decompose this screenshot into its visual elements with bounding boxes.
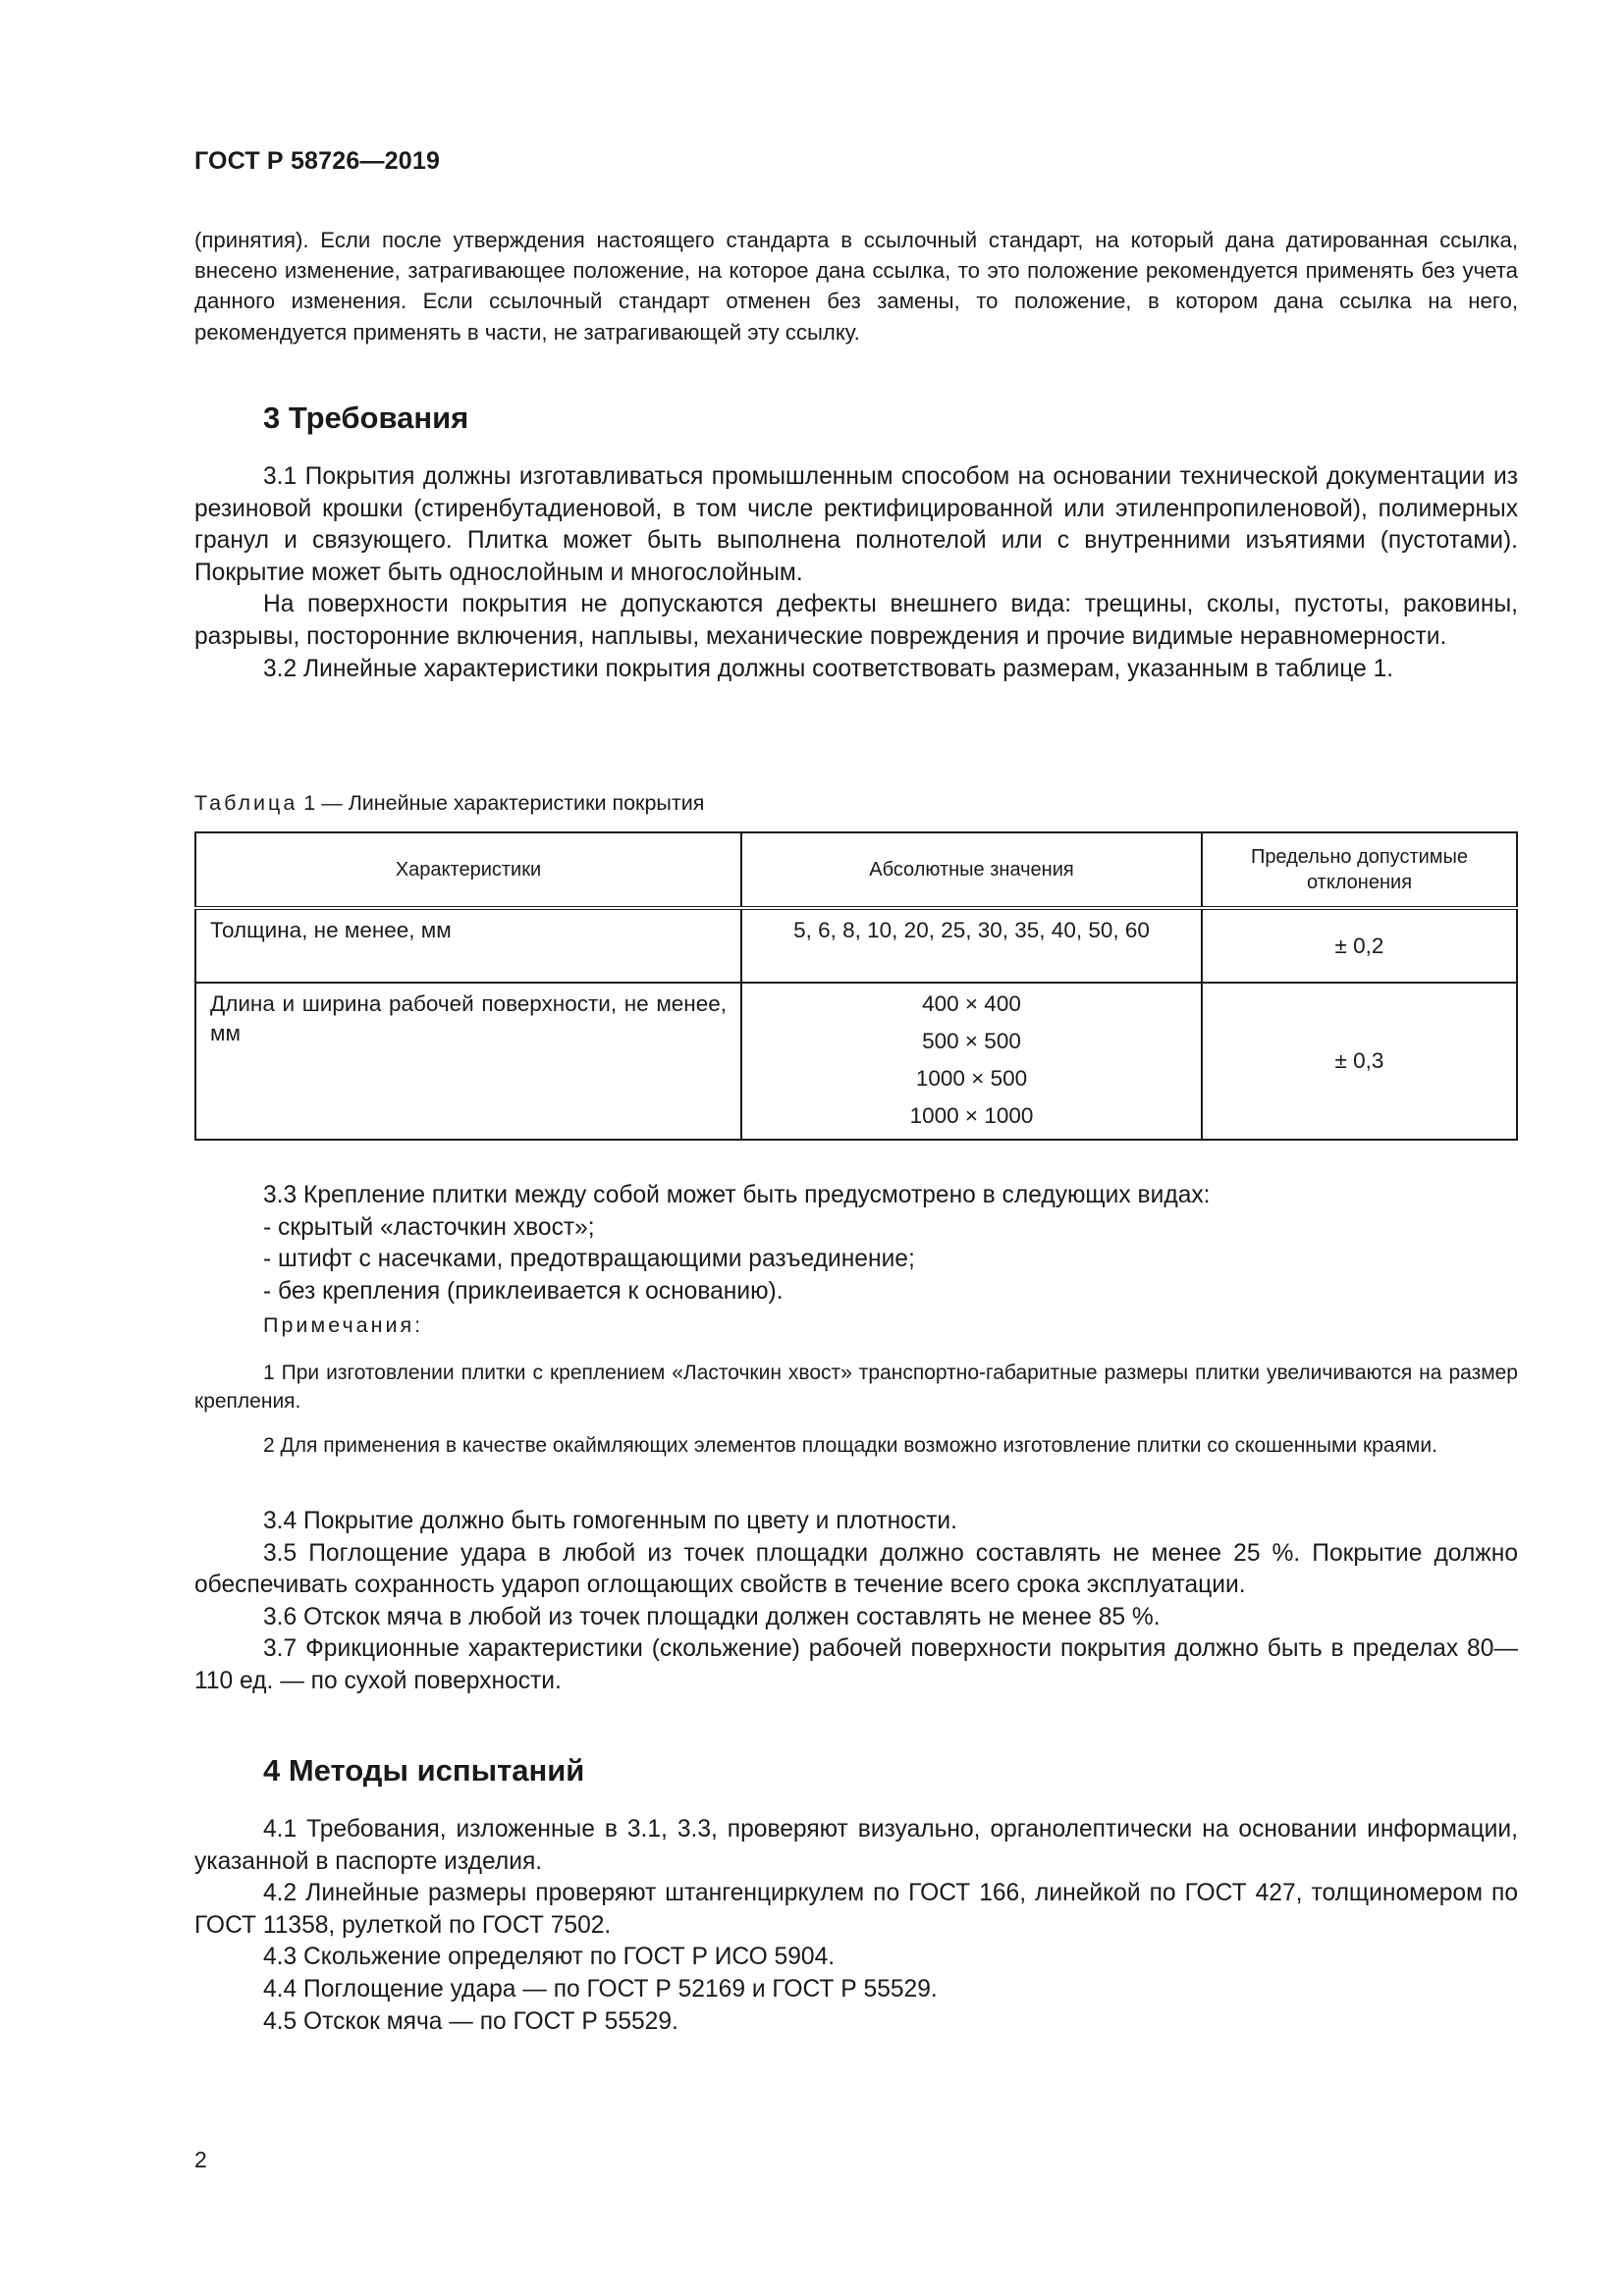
section-3-heading: 3 Требования [263, 400, 469, 435]
paragraph-4-4: 4.4 Поглощение удара — по ГОСТ Р 52169 и ГОСТ Р 55529. [263, 1975, 938, 2002]
row-size-tolerance: ± 0,3 [1202, 983, 1517, 1140]
row-size-name: Длина и ширина рабочей поверхности, не менее, мм [195, 983, 741, 1140]
paragraph-3-6: 3.6 Отскок мяча в любой из точек площадки должен составлять не менее 85 %. [263, 1603, 1161, 1630]
list-item: - скрытый «ласточкин хвост»; [263, 1213, 595, 1241]
page-number: 2 [194, 2147, 207, 2172]
paragraph-3-3: 3.3 Крепление плитки между собой может быть предусмотрено в следующих видах: [263, 1182, 1211, 1208]
row-size-values [741, 983, 1202, 1140]
note-2: 2 Для применения в качестве окаймляющих элементов площадки возможно изготовление плитки со скошенными краями. [263, 1434, 1437, 1457]
header-tolerances: Предельно допустимые отклонения [1202, 832, 1517, 908]
document-id: ГОСТ Р 58726—2019 [194, 147, 441, 175]
paragraph-3-7: 3.7 Фрикционные характеристики (скольжение) рабочей поверхности покрытия должно быть в пределах 80—110 ед. — по сухой поверхности. [194, 1635, 1518, 1694]
paragraph-3-1-defects: На поверхности покрытия не допускаются дефекты внешнего вида: трещины, сколы, пустоты, раковины, разрывы, посторонние включения, наплывы, механические повреждения и прочие видимые неравномерности. [194, 591, 1518, 650]
table-caption [194, 791, 704, 816]
paragraph-4-1: 4.1 Требования, изложенные в 3.1, 3.3, проверяют визуально, органолептически на основании информации, указанной в паспорте изделия. [194, 1816, 1518, 1875]
section-4-heading: 4 Методы испытаний [263, 1753, 585, 1788]
document-page [194, 0, 1518, 2296]
table-row [195, 908, 1517, 983]
list-item: - без крепления (приклеивается к основанию). [263, 1277, 784, 1305]
row-thickness-values: 5, 6, 8, 10, 20, 25, 30, 35, 40, 50, 60 [741, 908, 1202, 983]
paragraph-3-5: 3.5 Поглощение удара в любой из точек площадки должно составлять не менее 25 %. Покрытие должно обеспечивать сохранность удароп оглощающих свойств в течение всего срока эксплуатации. [194, 1539, 1518, 1599]
note-1-block [194, 1359, 1518, 1415]
list-item: - штифт с насечками, предотвращающими разъединение; [263, 1246, 915, 1273]
header-absolute-values: Абсолютные значения [741, 832, 1202, 908]
section-4-body [194, 1814, 1518, 2038]
table-caption-label: Таблица [194, 791, 298, 815]
table-row [195, 983, 1517, 1140]
section-3-3-block [194, 1180, 1518, 1308]
section-3-body-top [194, 461, 1518, 685]
paragraph-4-3: 4.3 Скольжение определяют по ГОСТ Р ИСО 5904. [263, 1944, 836, 1971]
paragraph-3-2: 3.2 Линейные характеристики покрытия должны соответствовать размерам, указанным в таблице 1. [263, 655, 1394, 682]
paragraph-4-5: 4.5 Отскок мяча — по ГОСТ Р 55529. [263, 2007, 678, 2035]
paragraph-3-1: 3.1 Покрытия должны изготавливаться промышленным способом на основании технической документации из резиновой крошки (стиренбутадиеновой, в том числе ректифицированной или этиленпропиленовой), полимерных гранул и связующего. Плитка может быть выполнена полнотелой или с внутренними изъятиями (пустотами). Покрытие может быть однослойным и многослойным. [194, 463, 1518, 586]
paragraph-3-4: 3.4 Покрытие должно быть гомогенным по цвету и плотности. [263, 1508, 957, 1534]
table-header-row [195, 832, 1517, 908]
intro-paragraph: (принятия). Если после утверждения настоящего стандарта в ссылочный стандарт, на который дана датированная ссылка, внесено изменение, затрагивающее положение, на которое дана ссылка, то это положение рекомендуется применять без учета данного изменения. Если ссылочный стандарт отменен без замены, то положение, в котором дана ссылка на него, рекомендуется применять в части, не затрагивающей эту ссылку. [194, 228, 1518, 345]
row-thickness-tolerance: ± 0,2 [1202, 908, 1517, 983]
intro-paragraph-block [194, 225, 1518, 347]
size-value: 500 × 500 [922, 1029, 1021, 1053]
size-value: 1000 × 500 [915, 1066, 1028, 1091]
table-1 [194, 831, 1518, 1141]
size-value: 1000 × 1000 [909, 1103, 1034, 1128]
section-3-end-block [194, 1506, 1518, 1698]
row-thickness-name: Толщина, не менее, мм [195, 908, 741, 983]
table-caption-text: 1 — Линейные характеристики покрытия [298, 791, 705, 815]
note-1: 1 При изготовлении плитки с креплением «Ласточкин хвост» транспортно-габаритные размеры плитки увеличиваются на размер крепления. [194, 1362, 1518, 1413]
size-value: 400 × 400 [922, 991, 1021, 1016]
note-2-block [194, 1431, 1518, 1460]
header-characteristics: Характеристики [195, 832, 741, 908]
notes-heading: Примечания: [263, 1313, 424, 1337]
paragraph-4-2: 4.2 Линейные размеры проверяют штангенциркулем по ГОСТ 166, линейкой по ГОСТ 427, толщиномером по ГОСТ 11358, рулеткой по ГОСТ 7502. [194, 1880, 1518, 1939]
